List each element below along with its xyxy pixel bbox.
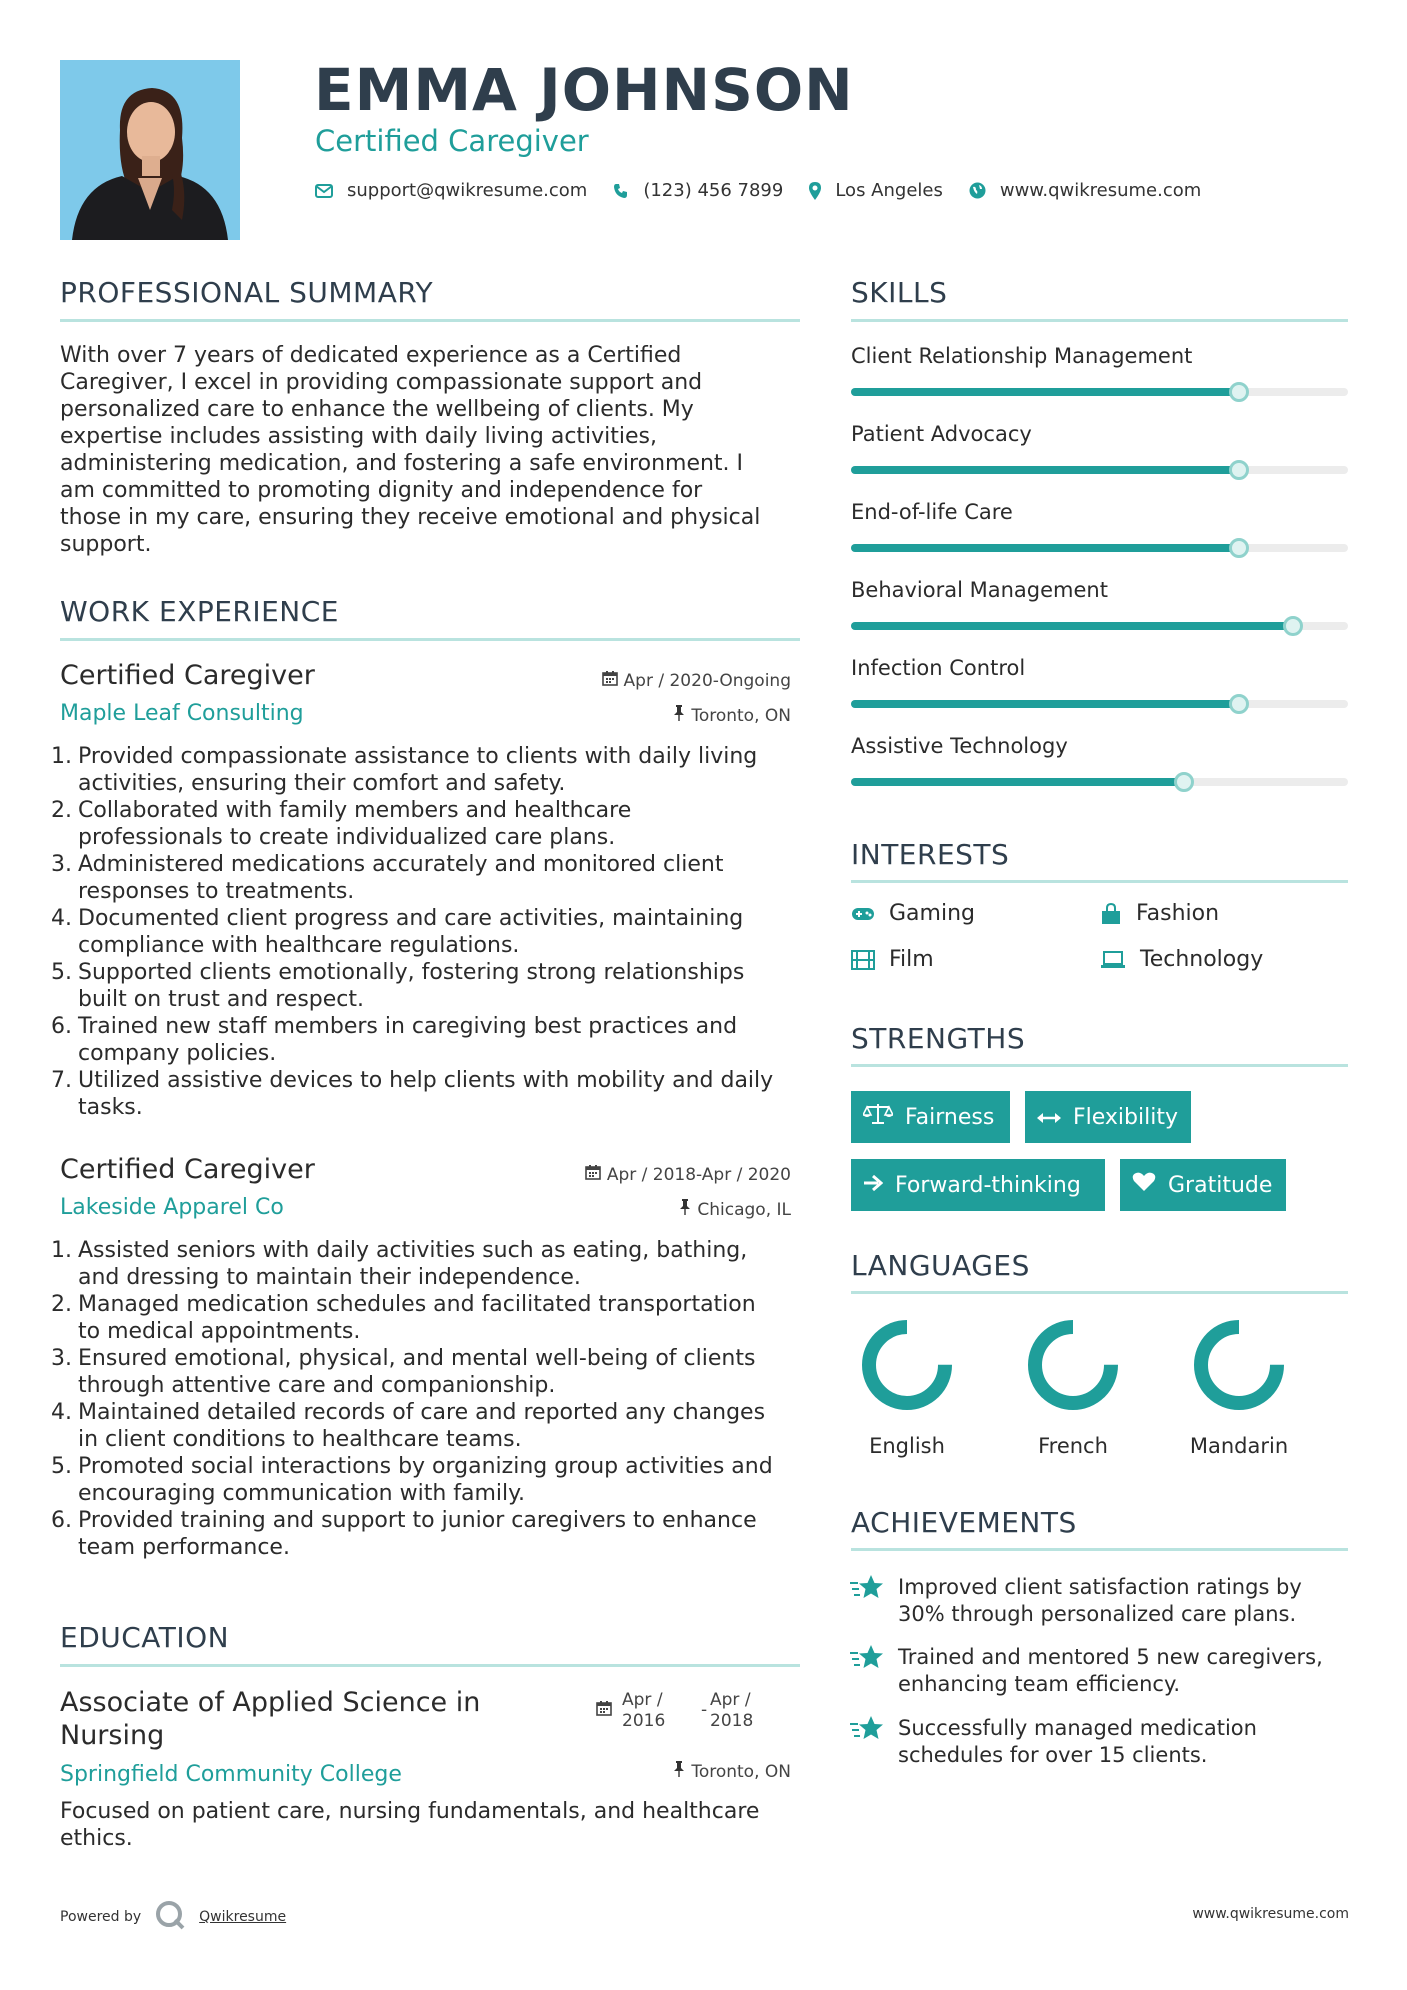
balance-scale-icon [863, 1103, 893, 1131]
job-location [673, 705, 791, 726]
skill-label: Infection Control [851, 656, 1026, 680]
summary-line: personalized care to enhance the wellbeing of clients. My [60, 397, 694, 422]
skill-bar-knob [1229, 382, 1249, 402]
strength-chip: Forward-thinking [851, 1159, 1105, 1211]
language-ring-arc [1035, 1327, 1111, 1403]
summary-line: expertise includes assisting with daily living activities, [60, 424, 658, 449]
pushpin-icon [673, 705, 685, 726]
edu-start-date: Apr / 2016 [622, 1690, 666, 1731]
strength-chip: Gratitude [1120, 1159, 1286, 1211]
skill-bar [851, 388, 1348, 396]
language-label: English [869, 1434, 945, 1458]
summary-line: those in my care, ensuring they receive emotional and physical [60, 505, 761, 530]
skill-bar [851, 778, 1348, 786]
skill-bar [851, 700, 1348, 708]
list-item: 1. Assisted seniors with daily activities such as eating, bathing, and dressing to maintain their independence. [51, 1238, 748, 1290]
list-item: 5. Promoted social interactions by organizing group activities and encouraging communication with family. [51, 1454, 773, 1506]
list-item: 6. Provided training and support to junior caregivers to enhance team performance. [51, 1508, 757, 1560]
contact-phone[interactable]: (123) 456 7899 [643, 180, 784, 201]
list-item: 2. Collaborated with family members and healthcare professionals to create individualized care plans. [51, 798, 632, 850]
job-location [679, 1199, 791, 1220]
star-badge-icon [850, 1644, 884, 1698]
language-label: French [1038, 1434, 1108, 1458]
skill-bar [851, 466, 1348, 474]
summary-divider [60, 319, 800, 322]
skill-bar-knob [1229, 538, 1249, 558]
skills-heading: SKILLS [851, 276, 948, 309]
summary-text [60, 342, 800, 558]
candidate-title: Certified Caregiver [315, 124, 589, 158]
job-company: Lakeside Apparel Co [60, 1195, 284, 1220]
envelope-icon [315, 184, 333, 198]
skills-divider [851, 319, 1348, 322]
skill-label: Assistive Technology [851, 734, 1068, 758]
strength-chip: Fairness [851, 1091, 1010, 1143]
gamepad-icon [851, 906, 875, 922]
list-item: 2. Managed medication schedules and facilitated transportation to medical appointments. [51, 1292, 756, 1344]
interest-item: Fashion [1100, 901, 1219, 926]
interest-item: Gaming [851, 901, 975, 926]
strengths-divider [851, 1064, 1348, 1067]
qwikresume-logo-icon [155, 1900, 185, 1934]
skill-bar-fill [851, 388, 1239, 396]
edu-location-text: Toronto, ON [691, 1761, 791, 1782]
skill-label: End-of-life Care [851, 500, 1013, 524]
summary-line: support. [60, 532, 152, 557]
laptop-icon [1100, 951, 1126, 969]
skill-bar-fill [851, 700, 1239, 708]
languages-heading: LANGUAGES [851, 1249, 1030, 1282]
achievement-item: Trained and mentored 5 new caregivers, enhancing team efficiency. [850, 1644, 1360, 1698]
footer-website[interactable]: www.qwikresume.com [1192, 1906, 1349, 1922]
skill-label: Patient Advocacy [851, 422, 1032, 446]
skill-bar-fill [851, 622, 1293, 630]
skill-bar-knob [1229, 460, 1249, 480]
job-duties-list [46, 1237, 806, 1561]
summary-line: administering medication, and fostering a safe environment. I [60, 451, 744, 476]
summary-heading: PROFESSIONAL SUMMARY [60, 276, 434, 309]
degree-line: Nursing [60, 1720, 165, 1751]
skill-bar-fill [851, 466, 1239, 474]
phone-icon [613, 183, 629, 199]
candidate-name: EMMA JOHNSON [314, 56, 854, 124]
edu-location [673, 1761, 791, 1782]
list-item: 4. Maintained detailed records of care and reported any changes in client conditions to healthcare teams. [51, 1400, 766, 1452]
language-ring [860, 1318, 954, 1416]
language-ring [1192, 1318, 1286, 1416]
interest-item: Technology [1100, 947, 1263, 972]
list-item: 3. Administered medications accurately and monitored client responses to treatments. [51, 852, 724, 904]
skill-label: Client Relationship Management [851, 344, 1193, 368]
contact-location: Los Angeles [835, 180, 943, 201]
heart-icon [1132, 1172, 1156, 1198]
interests-divider [851, 880, 1348, 883]
job-duties-list [46, 743, 806, 1121]
edu-date-separator: - [701, 1700, 708, 1720]
profile-photo [60, 60, 240, 240]
job-dates-text: Apr / 2020-Ongoing [623, 670, 791, 691]
skill-bar [851, 544, 1348, 552]
language-ring [1026, 1318, 1120, 1416]
language-ring-arc [1201, 1327, 1277, 1403]
job-location-text: Toronto, ON [691, 705, 791, 726]
list-item: 5. Supported clients emotionally, fostering strong relationships built on trust and respect. [51, 960, 745, 1012]
job-title: Certified Caregiver [60, 660, 315, 691]
job-company: Maple Leaf Consulting [60, 701, 304, 726]
list-item: 6. Trained new staff members in caregiving best practices and company policies. [51, 1014, 738, 1066]
skill-label: Behavioral Management [851, 578, 1108, 602]
skill-bar-knob [1174, 772, 1194, 792]
skill-bar-fill [851, 778, 1184, 786]
map-marker-icon [809, 182, 821, 200]
job-title: Certified Caregiver [60, 1154, 315, 1185]
shopping-bag-icon [1100, 903, 1122, 925]
list-item: 4. Documented client progress and care activities, maintaining compliance with healthcare regulations. [51, 906, 744, 958]
list-item: 1. Provided compassionate assistance to clients with daily living activities, ensuring their comfort and safety. [51, 744, 758, 796]
strengths-heading: STRENGTHS [851, 1022, 1026, 1055]
skill-bar-knob [1229, 694, 1249, 714]
job-location-text: Chicago, IL [697, 1199, 791, 1220]
skill-bar-knob [1283, 616, 1303, 636]
skill-bar [851, 622, 1348, 630]
language-label: Mandarin [1189, 1434, 1289, 1458]
skill-bar-fill [851, 544, 1239, 552]
school-name: Springfield Community College [60, 1762, 402, 1787]
star-badge-icon [850, 1715, 884, 1769]
summary-line: Caregiver, I excel in providing compassionate support and [60, 370, 703, 395]
star-badge-icon [850, 1574, 884, 1628]
achievements-divider [851, 1548, 1348, 1551]
job-dates [585, 1164, 791, 1185]
list-item: 3. Ensured emotional, physical, and mental well-being of clients through attentive care and companionship. [51, 1346, 756, 1398]
interest-item: Film [851, 947, 934, 972]
achievement-item: Improved client satisfaction ratings by 30% through personalized care plans. [850, 1574, 1360, 1628]
pushpin-icon [679, 1199, 691, 1220]
edu-description: Focused on patient care, nursing fundamentals, and healthcare ethics. [60, 1799, 760, 1851]
interests-heading: INTERESTS [851, 838, 1010, 871]
degree-line: Associate of Applied Science in [60, 1687, 481, 1718]
calendar-icon [602, 670, 618, 691]
achievement-item: Successfully managed medication schedules for over 15 clients. [850, 1715, 1360, 1769]
film-icon [851, 950, 875, 970]
pushpin-icon [673, 1761, 685, 1782]
experience-divider [60, 638, 800, 641]
footer-powered-by: Powered by Qwikresume [60, 1900, 286, 1934]
degree-title [60, 1686, 480, 1752]
globe-icon [969, 182, 986, 199]
contact-website[interactable]: www.qwikresume.com [999, 180, 1202, 201]
job-dates [602, 670, 791, 691]
summary-line: am committed to promoting dignity and independence for [60, 478, 703, 503]
education-divider [60, 1664, 800, 1667]
contact-email[interactable]: support@qwikresume.com [347, 180, 588, 201]
list-item: 7. Utilized assistive devices to help clients with mobility and daily tasks. [51, 1068, 774, 1120]
languages-divider [851, 1291, 1348, 1294]
arrows-horizontal-icon [1037, 1105, 1061, 1130]
edu-end-date: Apr / 2018 [710, 1690, 754, 1731]
language-ring-arc [869, 1327, 945, 1403]
experience-heading: WORK EXPERIENCE [60, 595, 339, 628]
arrow-right-icon [863, 1173, 883, 1198]
job-dates-text: Apr / 2018-Apr / 2020 [606, 1164, 791, 1185]
strength-chip: Flexibility [1025, 1091, 1191, 1143]
footer-brand-link[interactable]: Qwikresume [199, 1909, 287, 1925]
calendar-icon [585, 1164, 601, 1185]
summary-line: With over 7 years of dedicated experience as a Certified [60, 343, 682, 368]
education-heading: EDUCATION [60, 1621, 230, 1654]
calendar-icon [596, 1700, 612, 1720]
contact-bar [315, 180, 1227, 201]
achievements-heading: ACHIEVEMENTS [851, 1506, 1077, 1539]
